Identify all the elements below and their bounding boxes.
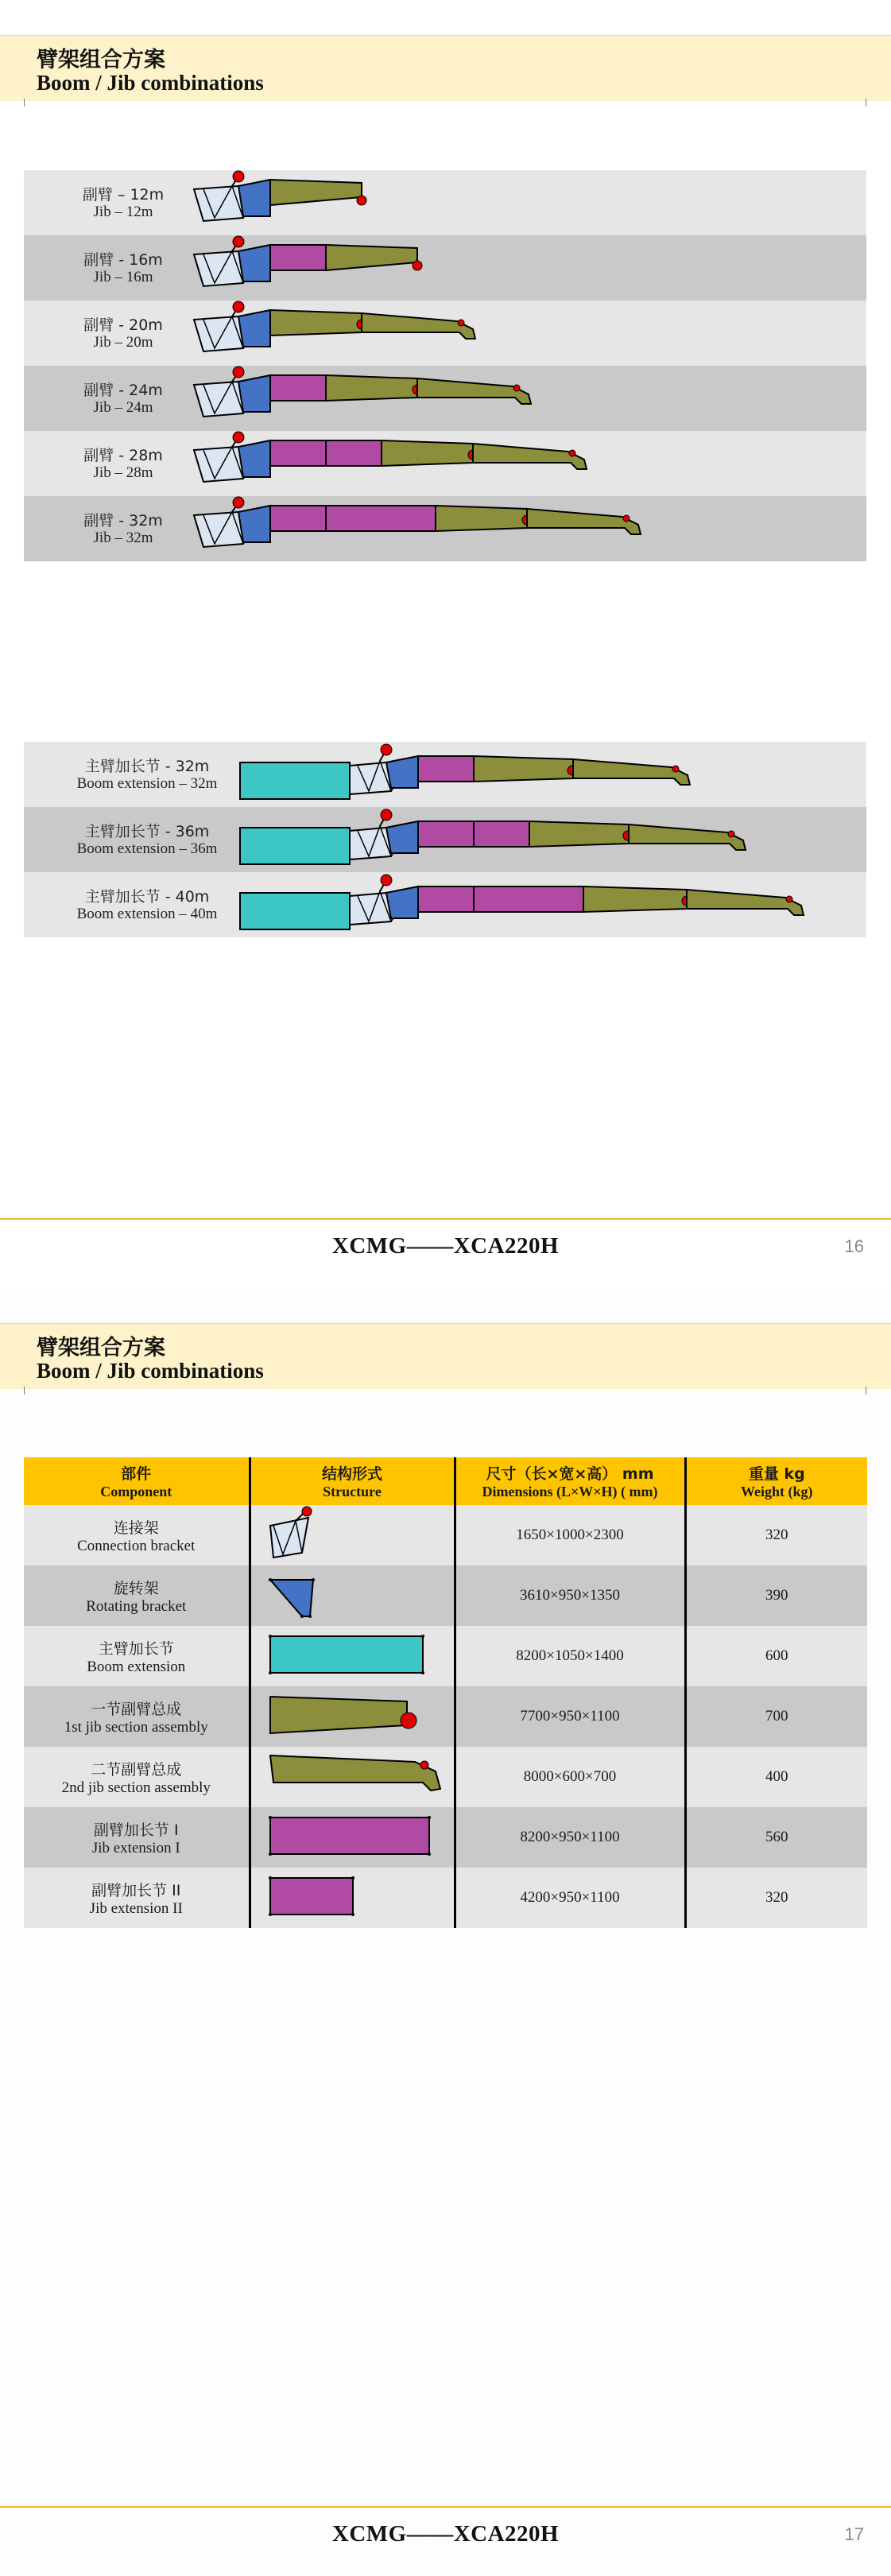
first-jib-section-shape (270, 180, 362, 205)
weight-cell: 700 (685, 1686, 867, 1747)
boom-extension-row-32m (24, 742, 866, 807)
weight-cell: 600 (685, 1626, 867, 1686)
header-component: 部件 Component (24, 1457, 250, 1505)
jib-label-en: Jib – 24m (93, 399, 153, 416)
dimensions-cell: 8200×950×1100 (455, 1807, 685, 1868)
boom-label-en: Boom extension – 32m (76, 775, 218, 792)
dimensions-cell: 8200×1050×1400 (455, 1626, 685, 1686)
boom-label-cn: 主臂加长节 - 36m (84, 823, 210, 840)
connection-bracket-icon (250, 1505, 455, 1565)
weight-cell: 400 (685, 1747, 867, 1807)
jib-row-12m (24, 170, 866, 235)
dimensions-cell: 7700×950×1100 (455, 1686, 685, 1747)
jib-28m-diagram (24, 431, 866, 496)
jib-32m-diagram (24, 496, 866, 561)
rotating-bracket-icon (250, 1565, 455, 1626)
jib-24m-diagram (24, 366, 866, 431)
table-row (24, 1747, 867, 1807)
jib-row-32m (24, 496, 866, 561)
jib-label-en: Jib – 32m (93, 530, 153, 546)
header-dimensions: 尺寸（长×宽×高） mm Dimensions (L×W×H) ( mm) (455, 1457, 685, 1505)
table-row (24, 1626, 867, 1686)
header-tick-left (24, 99, 25, 107)
dimensions-cell: 8000×600×700 (455, 1747, 685, 1807)
boom-label-en: Boom extension – 40m (76, 906, 218, 922)
weight-cell: 320 (685, 1868, 867, 1928)
jib-extension-ii-icon (250, 1868, 455, 1928)
boom-extension-40m-diagram (24, 872, 866, 937)
header-title-cn: 臂架组合方案 (37, 48, 165, 72)
weight-cell: 560 (685, 1807, 867, 1868)
table-row (24, 1505, 867, 1565)
jib-extension-i-icon (250, 1807, 455, 1868)
boom-label-cn: 主臂加长节 - 40m (84, 888, 210, 906)
weight-cell: 320 (685, 1505, 867, 1565)
jib-row-20m (24, 301, 866, 366)
dimensions-cell: 3610×950×1350 (455, 1565, 685, 1626)
component-name: 主臂加长节 Boom extension (24, 1626, 250, 1686)
boom-extension-icon (250, 1626, 455, 1686)
component-name: 连接架 Connection bracket (24, 1505, 250, 1565)
jib-label-en: Jib – 20m (93, 334, 153, 351)
jib-label-en: Jib – 12m (93, 204, 153, 220)
dimensions-cell: 1650×1000×2300 (455, 1505, 685, 1565)
second-jib-section-shape (362, 313, 475, 339)
jib-label-cn: 副臂 – 12m (82, 186, 165, 204)
page-number: 16 (844, 1236, 864, 1256)
jib-label-en: Jib – 16m (93, 269, 153, 285)
jib-20m-diagram (24, 301, 866, 366)
boom-extension-32m-diagram (24, 742, 866, 807)
first-jib-section-icon (250, 1686, 455, 1747)
pin-icon (233, 171, 244, 182)
footer-model: XCMG——XCA220H (331, 2521, 560, 2547)
footer-line (0, 1218, 891, 1220)
page-header-banner (0, 35, 891, 101)
jib-row-28m (24, 431, 866, 496)
jib-label-cn: 副臂 - 32m (83, 512, 163, 530)
jib-label-en: Jib – 28m (93, 464, 153, 481)
jib-16m-diagram (24, 235, 866, 301)
pin-icon (357, 196, 366, 205)
component-name: 副臂加长节 II Jib extension II (24, 1868, 250, 1928)
header-structure: 结构形式 Structure (250, 1457, 455, 1505)
table-row (24, 1868, 867, 1928)
jib-row-24m (24, 366, 866, 431)
jib-label-cn: 副臂 - 24m (83, 382, 163, 399)
boom-extension-shape (240, 762, 350, 799)
jib-extension-shape (270, 245, 326, 270)
page-17 (0, 1288, 891, 2576)
header-title-en: Boom / Jib combinations (37, 1359, 264, 1383)
jib-row-16m (24, 235, 866, 301)
jib-label-cn: 副臂 - 28m (83, 447, 163, 464)
component-name: 副臂加长节 I Jib extension I (24, 1807, 250, 1868)
table-row (24, 1807, 867, 1868)
second-jib-section-icon (250, 1747, 455, 1807)
table-row (24, 1686, 867, 1747)
footer-line (0, 2506, 891, 2508)
header-title-en: Boom / Jib combinations (37, 71, 264, 95)
component-name: 二节副臂总成 2nd jib section assembly (24, 1747, 250, 1807)
dimensions-cell: 4200×950×1100 (455, 1868, 685, 1928)
boom-label-cn: 主臂加长节 - 32m (84, 758, 210, 775)
rotating-bracket-shape (238, 180, 270, 216)
page-number: 17 (844, 2524, 864, 2544)
component-name: 旋转架 Rotating bracket (24, 1565, 250, 1626)
jib-label-cn: 副臂 - 16m (83, 251, 163, 269)
components-table (24, 1457, 867, 1928)
table-row (24, 1565, 867, 1626)
page-header-banner (0, 1323, 891, 1389)
weight-cell: 390 (685, 1565, 867, 1626)
boom-extension-36m-diagram (24, 807, 866, 872)
header-tick-left (24, 1387, 25, 1395)
boom-extension-row-40m (24, 872, 866, 937)
component-name: 一节副臂总成 1st jib section assembly (24, 1686, 250, 1747)
header-title-cn: 臂架组合方案 (37, 1336, 165, 1360)
footer-model: XCMG——XCA220H (331, 1233, 560, 1259)
table-header-row (24, 1457, 867, 1505)
boom-label-en: Boom extension – 36m (76, 840, 218, 857)
boom-extension-row-36m (24, 807, 866, 872)
jib-12m-diagram (24, 170, 866, 235)
jib-label-cn: 副臂 - 20m (83, 316, 163, 334)
header-weight: 重量 kg Weight (kg) (685, 1457, 867, 1505)
